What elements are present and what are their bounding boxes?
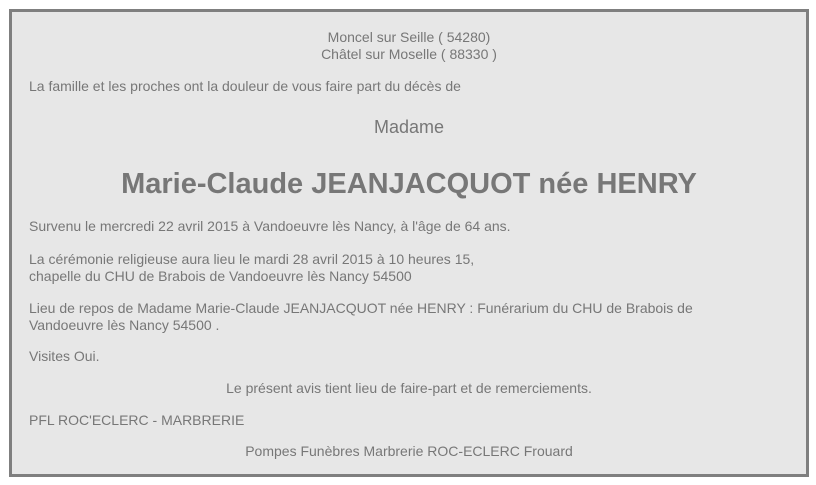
visits-text: Visites Oui. bbox=[29, 348, 100, 364]
location-line-2: Châtel sur Moselle ( 88330 ) bbox=[321, 46, 497, 62]
provider-name: PFL ROC'ECLERC - MARBRERIE bbox=[29, 412, 245, 428]
death-info: Survenu le mercredi 22 avril 2015 à Vandoeuvre lès Nancy, à l'âge de 64 ans. bbox=[29, 218, 511, 234]
intro-text: La famille et les proches ont la douleur de vous faire part du décès de bbox=[29, 78, 461, 94]
obituary-notice bbox=[9, 9, 809, 477]
ceremony-line-1: La cérémonie religieuse aura lieu le mardi 28 avril 2015 à 10 heures 15, bbox=[29, 251, 475, 267]
location-line-1: Moncel sur Seille ( 54280) bbox=[327, 29, 491, 45]
deceased-name: Marie-Claude JEANJACQUOT née HENRY bbox=[121, 168, 697, 200]
acknowledgement-text: Le présent avis tient lieu de faire-part et de remerciements. bbox=[226, 380, 592, 396]
rest-place-line-1: Lieu de repos de Madame Marie-Claude JEANJACQUOT née HENRY : Funérarium du CHU de Brabois de bbox=[29, 300, 693, 316]
honorific: Madame bbox=[373, 117, 445, 137]
rest-place-line-2: Vandoeuvre lès Nancy 54500 . bbox=[29, 317, 220, 333]
footer-text: Pompes Funèbres Marbrerie ROC-ECLERC Frouard bbox=[245, 443, 573, 459]
ceremony-line-2: chapelle du CHU de Brabois de Vandoeuvre lès Nancy 54500 bbox=[29, 268, 412, 284]
